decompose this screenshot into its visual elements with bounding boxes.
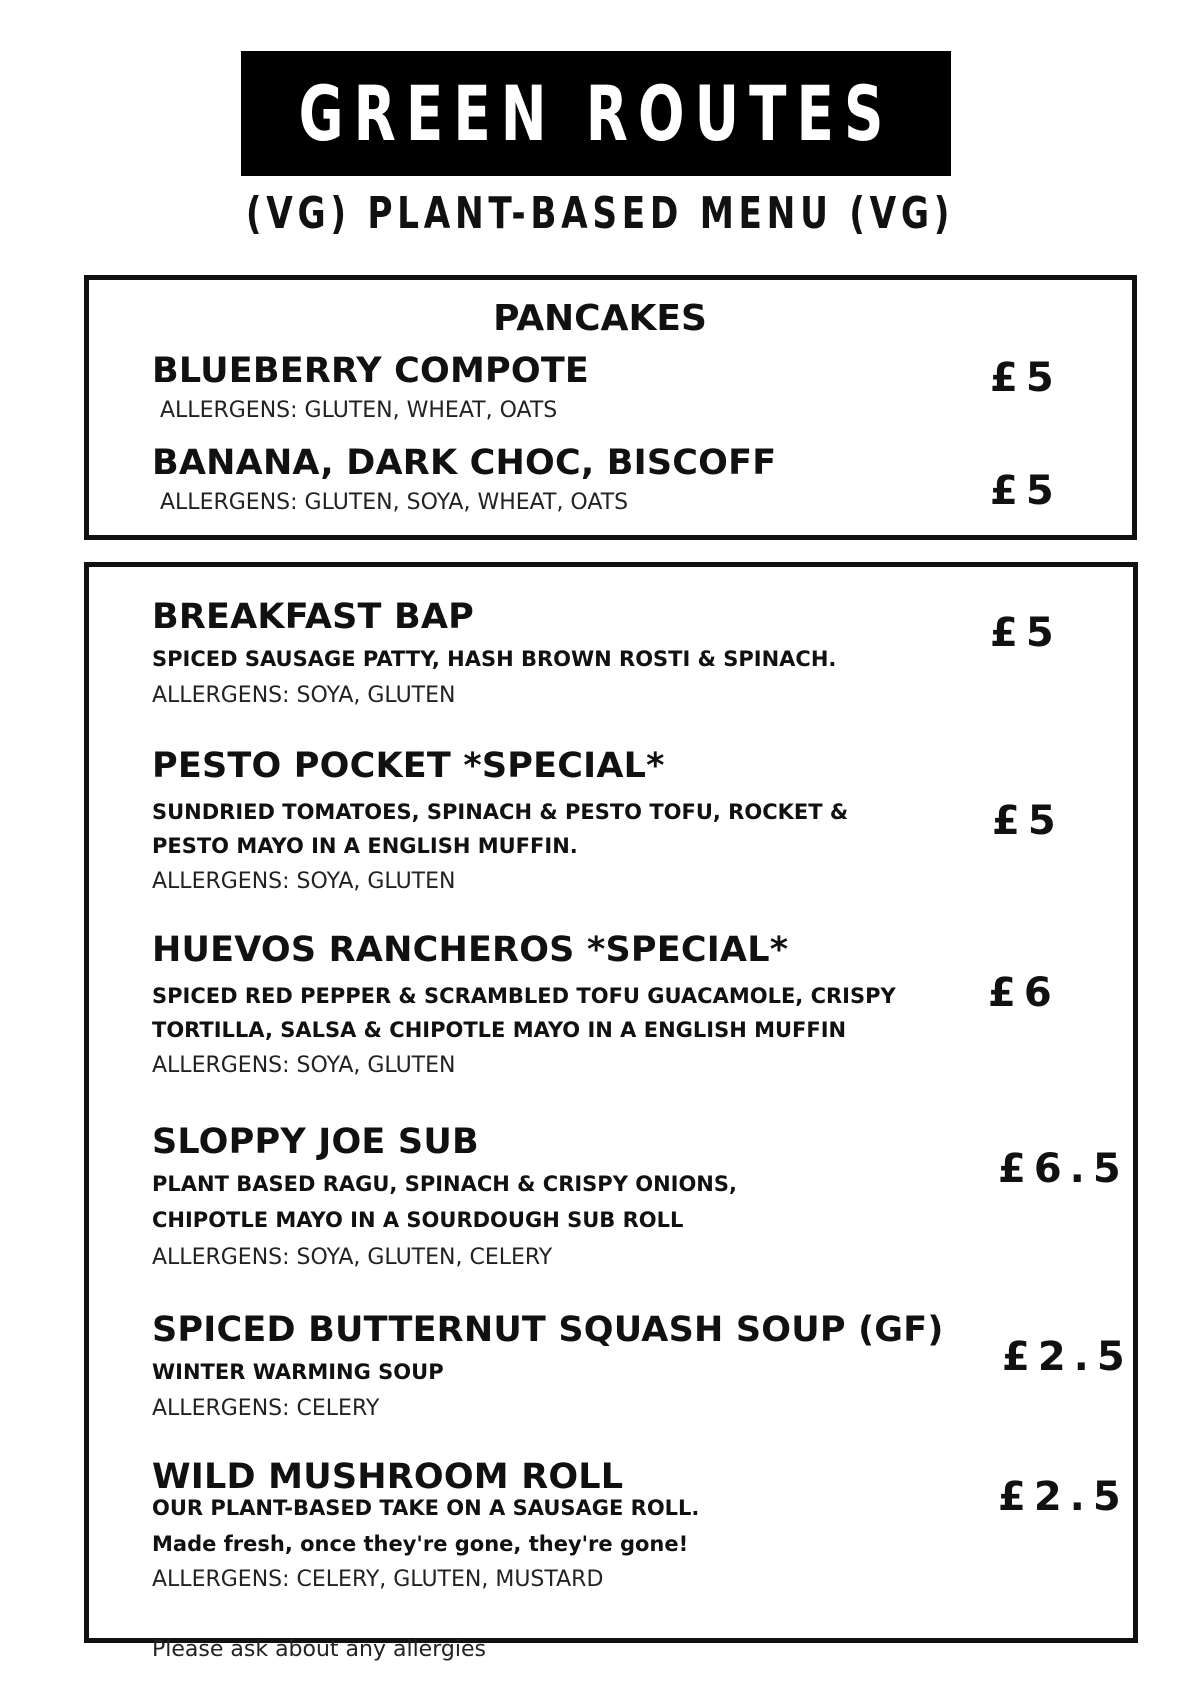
- menu-item-description: TORTILLA, SALSA & CHIPOTLE MAYO IN A ENGLISH MUFFIN: [152, 1018, 847, 1042]
- menu-subtitle-text: (VG) PLANT-BASED MENU (VG): [245, 188, 955, 239]
- menu-item-description: SUNDRIED TOMATOES, SPINACH & PESTO TOFU, ROCKET &: [152, 800, 849, 824]
- menu-item-allergens: ALLERGENS: GLUTEN, WHEAT, OATS: [160, 398, 558, 423]
- menu-item-description: PLANT BASED RAGU, SPINACH & CRISPY ONIONS,: [152, 1172, 737, 1196]
- menu-item-name: WILD MUSHROOM ROLL: [152, 1457, 624, 1497]
- menu-item-description: SPICED SAUSAGE PATTY, HASH BROWN ROSTI & SPINACH.: [152, 647, 837, 671]
- menu-item-name: PESTO POCKET *SPECIAL*: [152, 746, 665, 786]
- title-banner: [241, 51, 951, 176]
- menu-item-price: £5: [990, 610, 1062, 656]
- menu-item-allergens: ALLERGENS: GLUTEN, SOYA, WHEAT, OATS: [160, 490, 629, 515]
- menu-item-description: WINTER WARMING SOUP: [152, 1360, 444, 1384]
- menu-item-description: CHIPOTLE MAYO IN A SOURDOUGH SUB ROLL: [152, 1208, 684, 1232]
- menu-item-price: £2.5: [1002, 1334, 1133, 1380]
- menu-item-name: HUEVOS RANCHEROS *SPECIAL*: [152, 930, 789, 970]
- menu-item-price: £5: [990, 468, 1062, 514]
- menu-item-price: £2.5: [998, 1474, 1129, 1520]
- menu-item-allergens: ALLERGENS: SOYA, GLUTEN, CELERY: [152, 1245, 553, 1270]
- menu-item-name: BREAKFAST BAP: [152, 597, 475, 637]
- menu-item-description: Made fresh, once they're gone, they're gone!: [152, 1532, 689, 1556]
- menu-item-allergens: ALLERGENS: CELERY, GLUTEN, MUSTARD: [152, 1567, 604, 1592]
- menu-item-name: SLOPPY JOE SUB: [152, 1122, 479, 1162]
- section-heading-pancakes: PANCAKES: [493, 298, 707, 339]
- menu-item-price: £6: [988, 970, 1060, 1016]
- menu-subtitle: [0, 188, 1200, 239]
- menu-item-description: PESTO MAYO IN A ENGLISH MUFFIN.: [152, 834, 578, 858]
- menu-item-name: BLUEBERRY COMPOTE: [152, 351, 590, 391]
- menu-item-price: £5: [992, 798, 1064, 844]
- menu-item-allergens: ALLERGENS: CELERY: [152, 1396, 380, 1421]
- menu-item-allergens: ALLERGENS: SOYA, GLUTEN: [152, 1053, 456, 1078]
- menu-item-price: £5: [990, 355, 1062, 401]
- menu-item-price: £6.5: [998, 1146, 1129, 1192]
- page-title: GREEN ROUTES: [298, 69, 894, 158]
- allergy-note: Please ask about any allergies: [152, 1637, 486, 1662]
- menu-item-allergens: ALLERGENS: SOYA, GLUTEN: [152, 869, 456, 894]
- menu-item-description: SPICED RED PEPPER & SCRAMBLED TOFU GUACAMOLE, CRISPY: [152, 984, 896, 1008]
- menu-item-name: SPICED BUTTERNUT SQUASH SOUP (GF): [152, 1310, 944, 1350]
- menu-item-description: OUR PLANT-BASED TAKE ON A SAUSAGE ROLL.: [152, 1496, 700, 1520]
- menu-item-allergens: ALLERGENS: SOYA, GLUTEN: [152, 683, 456, 708]
- menu-item-name: BANANA, DARK CHOC, BISCOFF: [152, 443, 777, 483]
